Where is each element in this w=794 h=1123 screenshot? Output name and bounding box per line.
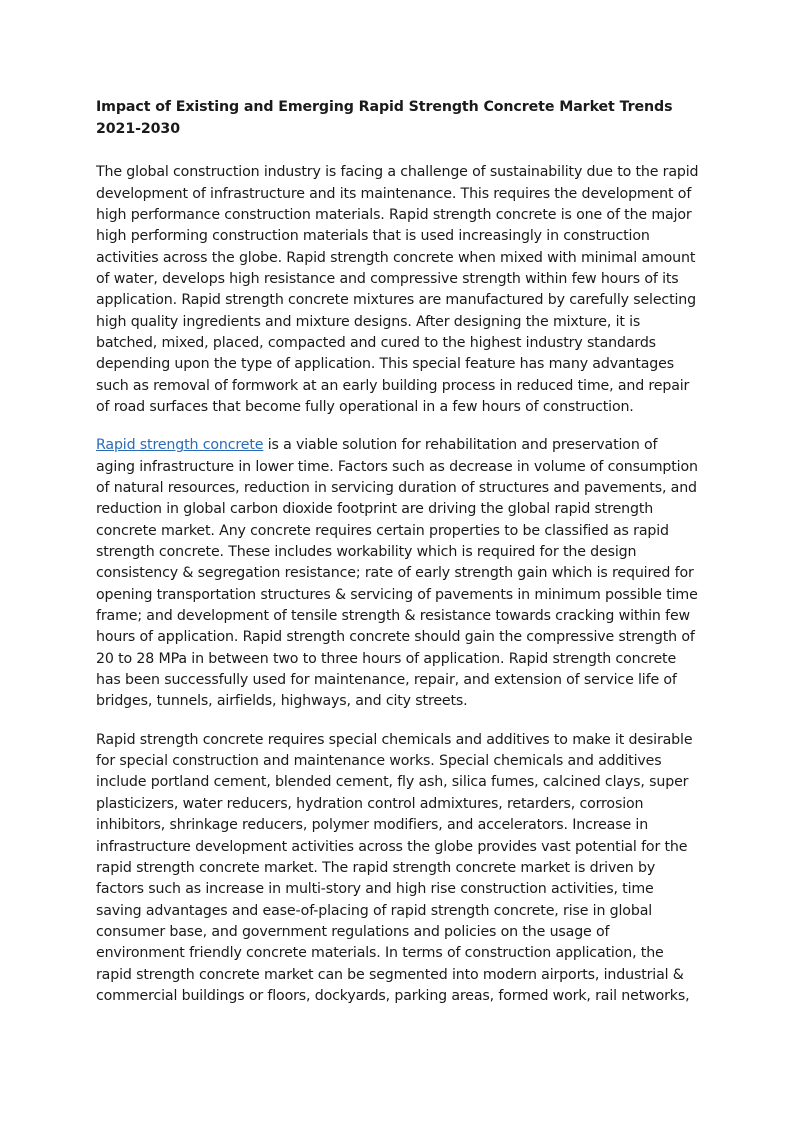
document-page (96, 97, 700, 1024)
paragraph-rapid-strength (96, 435, 700, 712)
paragraph-chemicals: Rapid strength concrete requires special chemicals and additives to make it desirable for special construction and maintenance works. Special chemicals and additives include portland cement, blended cement, fly ash, silica fumes, calcined clays, super plasticizers, water reducers, hydration control admixtures, retarders, corrosion inhibitors, shrinkage reducers, polymer modifiers, and accelerators. Increase in infrastructure development activities across the globe provides vast potential for the rapid strength concrete market. The rapid strength concrete market is driven by factors such as increase in multi-story and high rise construction activities, time saving advantages and ease-of-placing of rapid strength concrete, rise in global consumer base, and government regulations and policies on the usage of environment friendly concrete materials. In terms of construction application, the rapid strength concrete market can be segmented into modern airports, industrial & commercial buildings or floors, dockyards, parking areas, formed work, rail networks, (96, 731, 693, 1004)
paragraph-intro: The global construction industry is facing a challenge of sustainability due to the rapid development of infrastructure and its maintenance. This requires the development of high performance construction materials. Rapid strength concrete is one of the major high performing construction materials that is used increasingly in construction activities across the globe. Rapid strength concrete when mixed with minimal amount of water, develops high resistance and compressive strength within few hours of its application. Rapid strength concrete mixtures are manufactured by carefully selecting high quality ingredients and mixture designs. After designing the mixture, it is batched, mixed, placed, compacted and cured to the highest industry standards depending upon the type of application. This special feature has many advantages such as removal of formwork at an early building process in reduced time, and repair of road surfaces that become fully operational in a few hours of construction. (96, 164, 699, 415)
paragraph-rapid-strength-text: is a viable solution for rehabilitation and preservation of aging infrastructure in lower time. Factors such as decrease in volume of consumption of natural resources, reduction in servicing duration of structures and pavements, and reduction in global carbon dioxide footprint are driving the global rapid strength concrete market. Any concrete requires certain properties to be classified as rapid strength concrete. These includes workability which is required for the design consistency & segregation resistance; rate of early strength gain which is required for opening transportation structures & servicing of pavements in minimum possible time frame; and development of tensile strength & resistance towards cracking within few hours of application. Rapid strength concrete should gain the compressive strength of 20 to 28 MPa in between two to three hours of application. Rapid strength concrete has been successfully used for maintenance, repair, and extension of service life of bridges, tunnels, airfields, highways, and city streets. (96, 437, 698, 710)
rapid-strength-concrete-link[interactable]: Rapid strength concrete (96, 437, 264, 454)
document-title: Impact of Existing and Emerging Rapid Strength Concrete Market Trends 2021-2030 (96, 99, 673, 137)
